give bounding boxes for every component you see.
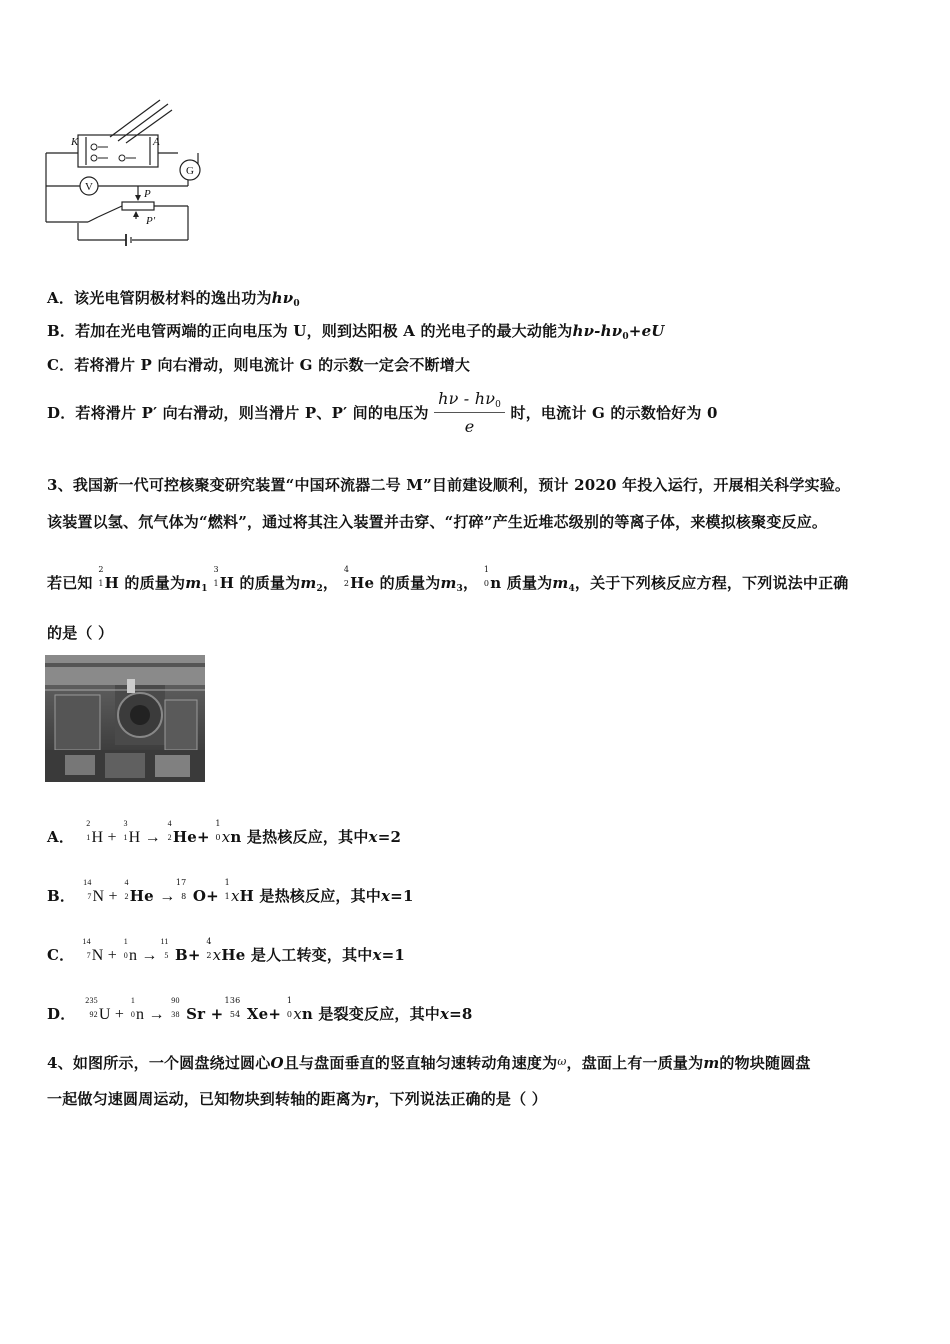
svg-text:G: G [186, 165, 194, 177]
q3-option-d-val: =8 [449, 1005, 473, 1023]
q3-option-b-label: B． [47, 887, 76, 905]
tokamak-device-photo [45, 655, 205, 782]
q4-text-d: 的物块随圆盘 [719, 1054, 811, 1072]
q4-text-b: 且与盘面垂直的竖直轴匀速转动角速度为 [283, 1054, 558, 1072]
q3-text-d: He 的质量为 [350, 574, 441, 592]
q3-option-d[interactable]: D． 235 92 U + 1 0 n → 90 38 Sr + 136 54 Xe+ 1 0 xn 是裂变反应，其中x=8 [47, 996, 473, 1023]
q3-option-b-val: =1 [390, 887, 414, 905]
q3-option-c[interactable]: C． 14 7 N + 1 0 n → 11 5 B+ 4 2 xHe 是人工转变，其中x=1 [47, 937, 406, 964]
svg-text:K: K [71, 136, 79, 148]
option-b[interactable] [47, 320, 665, 342]
q3-option-c-label: C． [47, 946, 75, 964]
mass-m2: m [300, 574, 317, 592]
question-3-line-1: 3、我国新一代可控核聚变研究装置“中国环流器二号 M”目前建设顺利，预计 2020 年投入运行，开展相关科学实验。 [47, 476, 851, 494]
q3-option-d-label: D． [47, 1005, 76, 1023]
phototube-circuit-diagram [40, 95, 210, 250]
q3-option-b[interactable]: B． 14 7 N + 4 2 He → 17 8 O+ 1 1 xH 是热核反应，其中x=1 [47, 878, 414, 905]
option-a-text: A．该光电管阴极材料的逸出功为 [47, 289, 272, 307]
q3-option-c-text: He 是人工转变，其中 [221, 946, 373, 964]
option-d[interactable] [47, 389, 718, 436]
option-d-fraction [434, 389, 505, 436]
isotope-n1: 1 0 [483, 565, 490, 588]
q4-center-o: O [270, 1054, 284, 1072]
question-4-line-2 [47, 1088, 547, 1109]
svg-text:P: P [144, 188, 151, 200]
q3-option-a-var: x [368, 828, 378, 846]
option-a-expr: hν [271, 289, 294, 307]
reaction-a: 2 1 H + 3 1 H → 4 2 [86, 819, 172, 846]
q4-omega: ω [557, 1055, 567, 1068]
svg-text:V: V [85, 181, 93, 193]
mass-m3-sub: 3 [456, 584, 464, 594]
q3-option-a[interactable]: A． 2 1 H + 3 1 H → 4 2 He+ 1 0 xn 是热核反应，其中x=2 [47, 819, 402, 846]
option-d-num-sub: 0 [495, 400, 502, 410]
mass-m4: m [552, 574, 569, 592]
mass-m3: m [440, 574, 457, 592]
option-d-denominator: e [464, 417, 475, 436]
q4-text-f: ，下列说法正确的是（ ） [374, 1090, 547, 1108]
mass-m1: m [185, 574, 202, 592]
option-c-text: C．若将滑片 P 向右滑动，则电流计 G 的示数一定会不断增大 [47, 356, 471, 374]
q3-text-c: H 的质量为 [219, 574, 301, 592]
isotope-h2: 2 1 [98, 565, 104, 588]
comma: ， [322, 574, 339, 592]
q3-option-a-text: n 是热核反应，其中 [230, 828, 369, 846]
svg-text:A: A [153, 136, 160, 148]
option-d-text: D．若将滑片 P′ 向右滑动，则当滑片 P、P′ 间的电压为 [47, 404, 429, 422]
q3-option-d-var: x [440, 1005, 450, 1023]
isotope-h3: 3 1 [213, 565, 219, 588]
svg-text:P': P' [146, 215, 156, 227]
comma: ， [463, 574, 479, 592]
q3-option-a-val: =2 [377, 828, 402, 846]
q3-option-b-text: H 是热核反应，其中 [239, 887, 382, 905]
option-b-text: B．若加在光电管两端的正向电压为 U，则到达阳极 A 的光电子的最大动能为 [47, 322, 573, 340]
option-b-sub: 0 [622, 332, 629, 342]
question-4-line-1 [47, 1052, 811, 1073]
isotope-he4: 4 2 [343, 565, 350, 588]
q3-option-c-var: x [372, 946, 382, 964]
q4-text-a: 4、如图所示，一个圆盘绕过圆心 [47, 1054, 271, 1072]
q4-mass: m [703, 1054, 720, 1072]
question-3-line-4: 的是（ ） [47, 624, 114, 642]
q3-text-b: H 的质量为 [104, 574, 186, 592]
option-b-expr2: +eU [628, 322, 665, 340]
reaction-d: 235 92 U + 1 0 n → 90 38 [85, 996, 180, 1023]
q3-text-f: ，关于下列核反应方程，下列说法中正确 [574, 574, 849, 592]
option-d-post: 时，电流计 G 的示数恰好为 0 [510, 404, 718, 422]
option-a[interactable] [47, 287, 300, 309]
q3-text-a: 若已知 [47, 574, 93, 592]
reaction-b: 14 7 N + 4 2 [83, 878, 129, 905]
reaction-c: 14 7 N + 1 0 n → 11 5 [82, 937, 169, 964]
option-b-expr: hν-hν [572, 322, 623, 340]
q4-text-c: ，盘面上有一质量为 [566, 1054, 704, 1072]
option-c[interactable] [47, 354, 470, 375]
mass-m4-sub: 4 [568, 584, 575, 594]
mass-m2-sub: 2 [316, 584, 323, 594]
q4-radius: r [366, 1090, 375, 1108]
question-3-line-2: 该装置以氢、氘气体为“燃料”，通过将其注入装置并击穿、“打碎”产生近堆芯级别的等离子体，来模拟核聚变反应。 [47, 513, 828, 531]
option-a-sub: 0 [293, 299, 300, 309]
q3-option-b-var: x [381, 887, 391, 905]
q3-option-a-label: A． [47, 828, 75, 846]
mass-m1-sub: 1 [201, 584, 208, 594]
option-d-numerator: hν - hν [438, 389, 496, 408]
q3-text-e: n 质量为 [490, 574, 553, 592]
q3-option-c-val: =1 [381, 946, 406, 964]
question-3-line-3 [47, 565, 849, 594]
q4-text-e: 一起做匀速圆周运动，已知物块到转轴的距离为 [47, 1090, 367, 1108]
q3-option-d-text: n 是裂变反应，其中 [301, 1005, 440, 1023]
